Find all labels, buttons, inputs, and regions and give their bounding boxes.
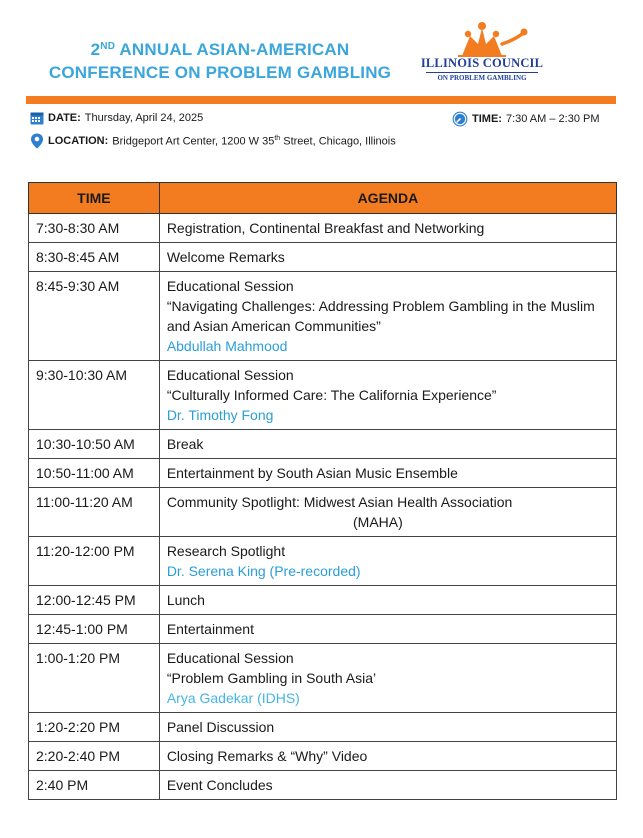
agenda-header-row	[29, 183, 617, 214]
agenda-line: Panel Discussion	[166, 719, 275, 735]
title-line-1: 2ND ANNUAL ASIAN-AMERICAN	[90, 40, 350, 59]
row-time: 12:00-12:45 PM	[29, 586, 160, 615]
agenda-line: Educational Session	[166, 367, 294, 383]
row-agenda	[159, 713, 616, 742]
agenda-line: Entertainment by South Asian Music Ensemble	[166, 465, 458, 481]
row-agenda	[159, 430, 616, 459]
calendar-icon	[30, 111, 44, 125]
speaker-name: Abdullah Mahmood	[166, 338, 288, 354]
time-column-header: TIME	[29, 183, 160, 214]
header-divider-bar	[26, 96, 616, 104]
row-agenda	[159, 243, 616, 272]
agenda-line: “Problem Gambling in South Asia’	[166, 670, 377, 686]
agenda-line: Closing Remarks & “Why” Video	[166, 748, 368, 764]
date-info	[30, 111, 203, 125]
date-label: DATE:	[48, 112, 81, 124]
row-agenda	[159, 361, 616, 430]
time-label: TIME:	[472, 113, 502, 125]
table-row	[29, 361, 617, 430]
row-time: 11:20-12:00 PM	[29, 537, 160, 586]
speaker-name: Arya Gadekar (IDHS)	[166, 690, 300, 706]
row-agenda	[159, 537, 616, 586]
agenda-line: Break	[166, 436, 204, 452]
table-row	[29, 459, 617, 488]
agenda-line: Educational Session	[166, 278, 294, 294]
agenda-line: Registration, Continental Breakfast and Networking	[166, 220, 485, 236]
row-time: 2:20-2:40 PM	[29, 742, 160, 771]
row-time: 12:45-1:00 PM	[29, 615, 160, 644]
table-row	[29, 243, 617, 272]
illinois-council-logo	[418, 22, 546, 88]
logo-divider	[426, 72, 538, 73]
title-line-2: CONFERENCE ON PROBLEM GAMBLING	[48, 63, 392, 82]
row-time: 10:50-11:00 AM	[29, 459, 160, 488]
clock-icon	[452, 111, 468, 127]
agenda-line: Lunch	[166, 592, 205, 608]
table-row	[29, 615, 617, 644]
row-agenda	[159, 742, 616, 771]
location-info	[30, 133, 396, 149]
table-row	[29, 488, 617, 537]
row-agenda	[159, 771, 616, 800]
row-time: 2:40 PM	[29, 771, 160, 800]
date-value: Thursday, April 24, 2025	[84, 112, 204, 124]
table-row	[29, 214, 617, 243]
table-row	[29, 430, 617, 459]
time-value: 7:30 AM – 2:30 PM	[505, 113, 600, 125]
row-time: 8:30-8:45 AM	[29, 243, 160, 272]
location-label: LOCATION:	[48, 135, 109, 147]
row-time: 1:00-1:20 PM	[29, 644, 160, 713]
table-row	[29, 586, 617, 615]
row-agenda	[159, 214, 616, 243]
agenda-line: “Culturally Informed Care: The California Experience”	[166, 387, 497, 403]
logo-text	[418, 56, 546, 82]
table-row	[29, 537, 617, 586]
table-row	[29, 272, 617, 361]
agenda-line: Educational Session	[166, 650, 294, 666]
table-row	[29, 742, 617, 771]
agenda-body	[29, 214, 617, 800]
row-agenda	[159, 459, 616, 488]
table-row	[29, 644, 617, 713]
agenda-line: Community Spotlight: Midwest Asian Health Association	[166, 494, 513, 510]
row-time: 1:20-2:20 PM	[29, 713, 160, 742]
row-time: 9:30-10:30 AM	[29, 361, 160, 430]
agenda-line: Welcome Remarks	[166, 249, 285, 265]
agenda-line: (MAHA)	[353, 514, 403, 530]
row-time: 8:45-9:30 AM	[29, 272, 160, 361]
agenda-column-header: AGENDA	[159, 183, 616, 214]
conference-title	[40, 38, 400, 84]
row-time: 11:00-11:20 AM	[29, 488, 160, 537]
crown-figure-icon	[418, 22, 546, 58]
speaker-name: Dr. Serena King (Pre-recorded)	[166, 563, 361, 579]
logo-line-1: ILLINOIS COUNCIL	[420, 56, 544, 70]
logo-line-2: ON PROBLEM GAMBLING	[437, 74, 527, 82]
agenda-line: “Navigating Challenges: Addressing Problem Gambling in the Muslim and Asian American Communities”	[166, 298, 595, 334]
table-row	[29, 713, 617, 742]
row-time: 10:30-10:50 AM	[29, 430, 160, 459]
agenda-line: Research Spotlight	[166, 543, 286, 559]
row-time: 7:30-8:30 AM	[29, 214, 160, 243]
agenda-line: Entertainment	[166, 621, 254, 637]
agenda-table	[28, 182, 617, 800]
location-value: Bridgeport Art Center, 1200 W 35th Street, Chicago, Illinois	[112, 134, 396, 148]
agenda-line: Event Concludes	[166, 777, 273, 793]
row-agenda	[159, 488, 616, 537]
table-row	[29, 771, 617, 800]
speaker-name: Dr. Timothy Fong	[166, 407, 274, 423]
location-pin-icon	[30, 133, 44, 149]
row-agenda	[159, 644, 616, 713]
row-agenda	[159, 615, 616, 644]
row-agenda	[159, 272, 616, 361]
row-agenda	[159, 586, 616, 615]
time-info	[452, 111, 600, 127]
